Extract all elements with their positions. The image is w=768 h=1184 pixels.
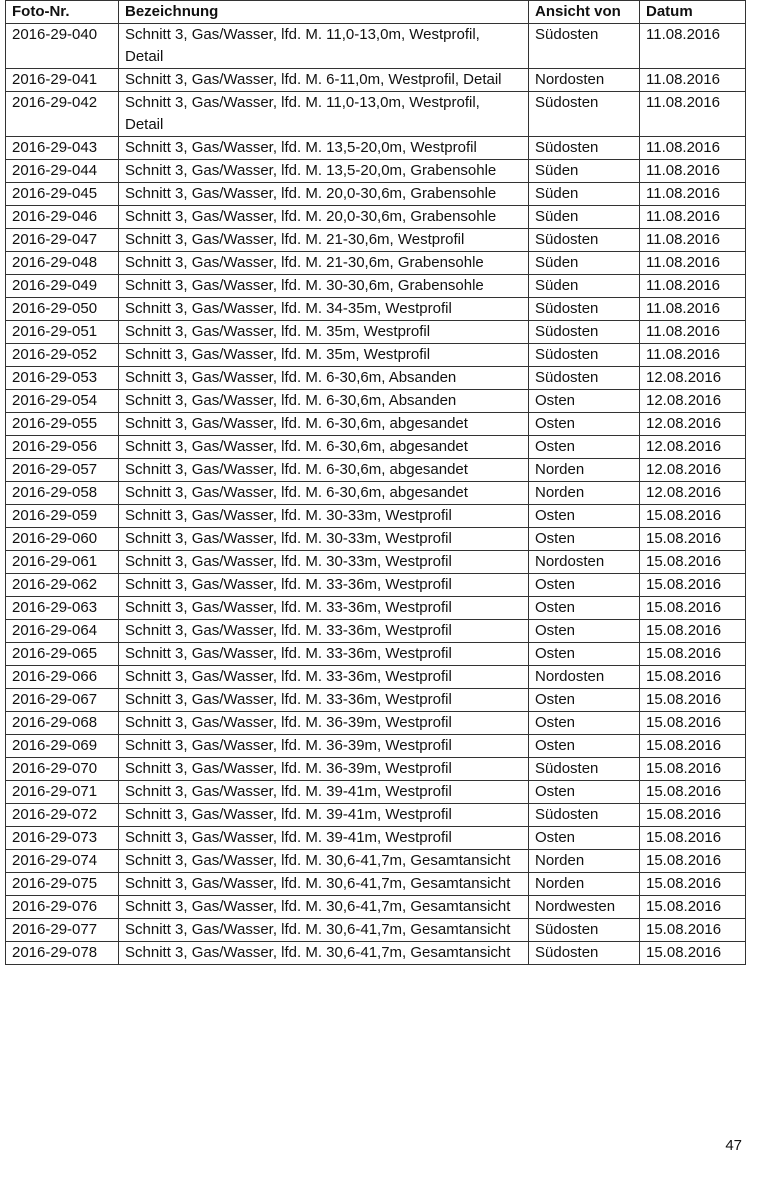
cell-bezeichnung: Schnitt 3, Gas/Wasser, lfd. M. 21-30,6m, Grabensohle xyxy=(119,252,529,275)
cell-ansicht-von: Nordwesten xyxy=(529,896,640,919)
cell-datum: 15.08.2016 xyxy=(640,735,746,758)
cell-ansicht-von: Süden xyxy=(529,160,640,183)
cell-foto-nr: 2016-29-045 xyxy=(6,183,119,206)
table-row xyxy=(6,873,746,896)
table-row xyxy=(6,160,746,183)
cell-ansicht-von: Südosten xyxy=(529,367,640,390)
cell-ansicht-von: Südosten xyxy=(529,24,640,69)
cell-datum: 15.08.2016 xyxy=(640,804,746,827)
cell-foto-nr: 2016-29-076 xyxy=(6,896,119,919)
cell-foto-nr: 2016-29-062 xyxy=(6,574,119,597)
cell-ansicht-von: Süden xyxy=(529,183,640,206)
cell-ansicht-von: Südosten xyxy=(529,137,640,160)
cell-foto-nr: 2016-29-059 xyxy=(6,505,119,528)
table-row xyxy=(6,298,746,321)
cell-foto-nr: 2016-29-078 xyxy=(6,942,119,965)
table-row xyxy=(6,137,746,160)
table-row xyxy=(6,92,746,137)
table-row xyxy=(6,390,746,413)
cell-foto-nr: 2016-29-063 xyxy=(6,597,119,620)
cell-foto-nr: 2016-29-048 xyxy=(6,252,119,275)
cell-foto-nr: 2016-29-047 xyxy=(6,229,119,252)
cell-bezeichnung: Schnitt 3, Gas/Wasser, lfd. M. 30-30,6m, Grabensohle xyxy=(119,275,529,298)
cell-bezeichnung: Schnitt 3, Gas/Wasser, lfd. M. 30-33m, Westprofil xyxy=(119,551,529,574)
cell-bezeichnung: Schnitt 3, Gas/Wasser, lfd. M. 35m, Westprofil xyxy=(119,344,529,367)
cell-bezeichnung: Schnitt 3, Gas/Wasser, lfd. M. 30,6-41,7m, Gesamtansicht xyxy=(119,850,529,873)
cell-bezeichnung: Schnitt 3, Gas/Wasser, lfd. M. 30,6-41,7m, Gesamtansicht xyxy=(119,942,529,965)
table-row xyxy=(6,827,746,850)
cell-foto-nr: 2016-29-070 xyxy=(6,758,119,781)
cell-foto-nr: 2016-29-042 xyxy=(6,92,119,137)
cell-bezeichnung: Schnitt 3, Gas/Wasser, lfd. M. 13,5-20,0m, Grabensohle xyxy=(119,160,529,183)
cell-ansicht-von: Norden xyxy=(529,482,640,505)
cell-datum: 12.08.2016 xyxy=(640,413,746,436)
cell-bezeichnung: Schnitt 3, Gas/Wasser, lfd. M. 30-33m, Westprofil xyxy=(119,505,529,528)
cell-bezeichnung: Schnitt 3, Gas/Wasser, lfd. M. 20,0-30,6m, Grabensohle xyxy=(119,183,529,206)
table-row xyxy=(6,919,746,942)
cell-bezeichnung: Schnitt 3, Gas/Wasser, lfd. M. 33-36m, Westprofil xyxy=(119,666,529,689)
cell-datum: 11.08.2016 xyxy=(640,344,746,367)
cell-bezeichnung: Schnitt 3, Gas/Wasser, lfd. M. 39-41m, Westprofil xyxy=(119,804,529,827)
cell-ansicht-von: Südosten xyxy=(529,92,640,137)
cell-foto-nr: 2016-29-071 xyxy=(6,781,119,804)
cell-ansicht-von: Nordosten xyxy=(529,69,640,92)
cell-bezeichnung: Schnitt 3, Gas/Wasser, lfd. M. 33-36m, Westprofil xyxy=(119,689,529,712)
cell-datum: 15.08.2016 xyxy=(640,666,746,689)
cell-foto-nr: 2016-29-053 xyxy=(6,367,119,390)
table-row xyxy=(6,896,746,919)
cell-datum: 11.08.2016 xyxy=(640,252,746,275)
cell-bezeichnung: Schnitt 3, Gas/Wasser, lfd. M. 39-41m, Westprofil xyxy=(119,781,529,804)
cell-foto-nr: 2016-29-074 xyxy=(6,850,119,873)
cell-foto-nr: 2016-29-056 xyxy=(6,436,119,459)
header-foto-nr: Foto-Nr. xyxy=(6,1,119,24)
cell-datum: 11.08.2016 xyxy=(640,69,746,92)
cell-datum: 15.08.2016 xyxy=(640,758,746,781)
photo-table xyxy=(5,0,746,965)
cell-datum: 15.08.2016 xyxy=(640,873,746,896)
cell-bezeichnung: Schnitt 3, Gas/Wasser, lfd. M. 21-30,6m, Westprofil xyxy=(119,229,529,252)
cell-datum: 12.08.2016 xyxy=(640,390,746,413)
cell-datum: 15.08.2016 xyxy=(640,827,746,850)
cell-bezeichnung: Schnitt 3, Gas/Wasser, lfd. M. 13,5-20,0m, Westprofil xyxy=(119,137,529,160)
cell-bezeichnung: Schnitt 3, Gas/Wasser, lfd. M. 6-11,0m, Westprofil, Detail xyxy=(119,69,529,92)
cell-ansicht-von: Norden xyxy=(529,850,640,873)
cell-datum: 11.08.2016 xyxy=(640,183,746,206)
table-row xyxy=(6,24,746,69)
cell-datum: 15.08.2016 xyxy=(640,850,746,873)
cell-bezeichnung: Schnitt 3, Gas/Wasser, lfd. M. 30,6-41,7m, Gesamtansicht xyxy=(119,873,529,896)
cell-foto-nr: 2016-29-040 xyxy=(6,24,119,69)
cell-ansicht-von: Osten xyxy=(529,643,640,666)
cell-datum: 11.08.2016 xyxy=(640,275,746,298)
cell-ansicht-von: Nordosten xyxy=(529,666,640,689)
cell-ansicht-von: Osten xyxy=(529,735,640,758)
cell-datum: 11.08.2016 xyxy=(640,298,746,321)
cell-bezeichnung: Schnitt 3, Gas/Wasser, lfd. M. 6-30,6m, Absanden xyxy=(119,367,529,390)
cell-foto-nr: 2016-29-057 xyxy=(6,459,119,482)
cell-datum: 11.08.2016 xyxy=(640,24,746,69)
cell-bezeichnung: Schnitt 3, Gas/Wasser, lfd. M. 30-33m, Westprofil xyxy=(119,528,529,551)
cell-ansicht-von: Osten xyxy=(529,712,640,735)
cell-datum: 11.08.2016 xyxy=(640,160,746,183)
cell-bezeichnung: Schnitt 3, Gas/Wasser, lfd. M. 33-36m, Westprofil xyxy=(119,620,529,643)
table-row xyxy=(6,206,746,229)
header-ansicht-von: Ansicht von xyxy=(529,1,640,24)
cell-bezeichnung: Schnitt 3, Gas/Wasser, lfd. M. 30,6-41,7m, Gesamtansicht xyxy=(119,896,529,919)
cell-foto-nr: 2016-29-052 xyxy=(6,344,119,367)
cell-datum: 15.08.2016 xyxy=(640,781,746,804)
cell-bezeichnung: Schnitt 3, Gas/Wasser, lfd. M. 35m, Westprofil xyxy=(119,321,529,344)
table-row xyxy=(6,620,746,643)
table-row xyxy=(6,482,746,505)
cell-foto-nr: 2016-29-066 xyxy=(6,666,119,689)
cell-ansicht-von: Osten xyxy=(529,505,640,528)
cell-ansicht-von: Südosten xyxy=(529,942,640,965)
table-row xyxy=(6,666,746,689)
cell-foto-nr: 2016-29-051 xyxy=(6,321,119,344)
table-row xyxy=(6,804,746,827)
table-row xyxy=(6,689,746,712)
cell-datum: 15.08.2016 xyxy=(640,712,746,735)
cell-foto-nr: 2016-29-068 xyxy=(6,712,119,735)
cell-ansicht-von: Osten xyxy=(529,781,640,804)
cell-ansicht-von: Osten xyxy=(529,574,640,597)
cell-ansicht-von: Osten xyxy=(529,528,640,551)
cell-datum: 15.08.2016 xyxy=(640,528,746,551)
cell-bezeichnung: Schnitt 3, Gas/Wasser, lfd. M. 6-30,6m, Absanden xyxy=(119,390,529,413)
cell-foto-nr: 2016-29-069 xyxy=(6,735,119,758)
cell-datum: 12.08.2016 xyxy=(640,436,746,459)
page-number: 47 xyxy=(725,1137,742,1154)
table-body xyxy=(6,24,746,965)
cell-bezeichnung: Schnitt 3, Gas/Wasser, lfd. M. 39-41m, Westprofil xyxy=(119,827,529,850)
table-row xyxy=(6,344,746,367)
table-row xyxy=(6,574,746,597)
table-row xyxy=(6,850,746,873)
table-row xyxy=(6,758,746,781)
cell-foto-nr: 2016-29-061 xyxy=(6,551,119,574)
cell-ansicht-von: Südosten xyxy=(529,919,640,942)
cell-datum: 15.08.2016 xyxy=(640,643,746,666)
cell-bezeichnung: Schnitt 3, Gas/Wasser, lfd. M. 20,0-30,6m, Grabensohle xyxy=(119,206,529,229)
table-row xyxy=(6,321,746,344)
cell-ansicht-von: Südosten xyxy=(529,758,640,781)
cell-datum: 11.08.2016 xyxy=(640,321,746,344)
table-row xyxy=(6,712,746,735)
table-row xyxy=(6,781,746,804)
cell-foto-nr: 2016-29-041 xyxy=(6,69,119,92)
cell-ansicht-von: Osten xyxy=(529,390,640,413)
table-row xyxy=(6,436,746,459)
cell-ansicht-von: Norden xyxy=(529,873,640,896)
cell-foto-nr: 2016-29-073 xyxy=(6,827,119,850)
cell-datum: 15.08.2016 xyxy=(640,689,746,712)
cell-foto-nr: 2016-29-075 xyxy=(6,873,119,896)
cell-datum: 15.08.2016 xyxy=(640,574,746,597)
cell-ansicht-von: Osten xyxy=(529,620,640,643)
cell-foto-nr: 2016-29-049 xyxy=(6,275,119,298)
cell-ansicht-von: Südosten xyxy=(529,804,640,827)
cell-foto-nr: 2016-29-055 xyxy=(6,413,119,436)
cell-bezeichnung: Schnitt 3, Gas/Wasser, lfd. M. 6-30,6m, abgesandet xyxy=(119,413,529,436)
cell-ansicht-von: Osten xyxy=(529,689,640,712)
table-row xyxy=(6,597,746,620)
cell-ansicht-von: Südosten xyxy=(529,229,640,252)
table-row xyxy=(6,252,746,275)
cell-bezeichnung: Schnitt 3, Gas/Wasser, lfd. M. 6-30,6m, abgesandet xyxy=(119,436,529,459)
cell-ansicht-von: Südosten xyxy=(529,344,640,367)
cell-ansicht-von: Osten xyxy=(529,597,640,620)
cell-datum: 11.08.2016 xyxy=(640,229,746,252)
cell-bezeichnung: Schnitt 3, Gas/Wasser, lfd. M. 30,6-41,7m, Gesamtansicht xyxy=(119,919,529,942)
table-row xyxy=(6,942,746,965)
cell-datum: 15.08.2016 xyxy=(640,919,746,942)
table-header-row xyxy=(6,1,746,24)
cell-datum: 12.08.2016 xyxy=(640,367,746,390)
table-row xyxy=(6,528,746,551)
table-row xyxy=(6,735,746,758)
cell-ansicht-von: Osten xyxy=(529,827,640,850)
table-row xyxy=(6,69,746,92)
cell-foto-nr: 2016-29-044 xyxy=(6,160,119,183)
cell-bezeichnung: Schnitt 3, Gas/Wasser, lfd. M. 33-36m, Westprofil xyxy=(119,574,529,597)
cell-bezeichnung: Schnitt 3, Gas/Wasser, lfd. M. 6-30,6m, abgesandet xyxy=(119,459,529,482)
cell-bezeichnung: Schnitt 3, Gas/Wasser, lfd. M. 34-35m, Westprofil xyxy=(119,298,529,321)
cell-bezeichnung: Schnitt 3, Gas/Wasser, lfd. M. 36-39m, Westprofil xyxy=(119,712,529,735)
cell-datum: 15.08.2016 xyxy=(640,597,746,620)
cell-datum: 11.08.2016 xyxy=(640,206,746,229)
cell-foto-nr: 2016-29-064 xyxy=(6,620,119,643)
header-bezeichnung: Bezeichnung xyxy=(119,1,529,24)
cell-ansicht-von: Osten xyxy=(529,413,640,436)
cell-foto-nr: 2016-29-065 xyxy=(6,643,119,666)
cell-ansicht-von: Osten xyxy=(529,436,640,459)
cell-foto-nr: 2016-29-043 xyxy=(6,137,119,160)
table-row xyxy=(6,413,746,436)
table-row xyxy=(6,459,746,482)
cell-datum: 15.08.2016 xyxy=(640,896,746,919)
cell-foto-nr: 2016-29-046 xyxy=(6,206,119,229)
table-row xyxy=(6,183,746,206)
cell-bezeichnung: Schnitt 3, Gas/Wasser, lfd. M. 36-39m, Westprofil xyxy=(119,735,529,758)
cell-bezeichnung: Schnitt 3, Gas/Wasser, lfd. M. 33-36m, Westprofil xyxy=(119,643,529,666)
cell-bezeichnung: Schnitt 3, Gas/Wasser, lfd. M. 33-36m, Westprofil xyxy=(119,597,529,620)
cell-foto-nr: 2016-29-077 xyxy=(6,919,119,942)
header-datum: Datum xyxy=(640,1,746,24)
cell-datum: 15.08.2016 xyxy=(640,505,746,528)
cell-bezeichnung: Schnitt 3, Gas/Wasser, lfd. M. 36-39m, Westprofil xyxy=(119,758,529,781)
cell-bezeichnung: Schnitt 3, Gas/Wasser, lfd. M. 11,0-13,0m, Westprofil, Detail xyxy=(119,24,529,69)
cell-ansicht-von: Süden xyxy=(529,206,640,229)
table-row xyxy=(6,505,746,528)
cell-foto-nr: 2016-29-050 xyxy=(6,298,119,321)
table-row xyxy=(6,229,746,252)
cell-foto-nr: 2016-29-054 xyxy=(6,390,119,413)
cell-datum: 15.08.2016 xyxy=(640,620,746,643)
cell-datum: 12.08.2016 xyxy=(640,459,746,482)
cell-datum: 15.08.2016 xyxy=(640,942,746,965)
cell-ansicht-von: Südosten xyxy=(529,321,640,344)
cell-ansicht-von: Süden xyxy=(529,275,640,298)
cell-datum: 15.08.2016 xyxy=(640,551,746,574)
cell-foto-nr: 2016-29-060 xyxy=(6,528,119,551)
cell-foto-nr: 2016-29-067 xyxy=(6,689,119,712)
cell-ansicht-von: Süden xyxy=(529,252,640,275)
table-row xyxy=(6,367,746,390)
cell-datum: 11.08.2016 xyxy=(640,92,746,137)
cell-foto-nr: 2016-29-072 xyxy=(6,804,119,827)
table-row xyxy=(6,551,746,574)
cell-ansicht-von: Norden xyxy=(529,459,640,482)
cell-bezeichnung: Schnitt 3, Gas/Wasser, lfd. M. 11,0-13,0m, Westprofil, Detail xyxy=(119,92,529,137)
cell-foto-nr: 2016-29-058 xyxy=(6,482,119,505)
cell-bezeichnung: Schnitt 3, Gas/Wasser, lfd. M. 6-30,6m, abgesandet xyxy=(119,482,529,505)
cell-datum: 12.08.2016 xyxy=(640,482,746,505)
table-row xyxy=(6,643,746,666)
table-row xyxy=(6,275,746,298)
cell-datum: 11.08.2016 xyxy=(640,137,746,160)
cell-ansicht-von: Südosten xyxy=(529,298,640,321)
cell-ansicht-von: Nordosten xyxy=(529,551,640,574)
